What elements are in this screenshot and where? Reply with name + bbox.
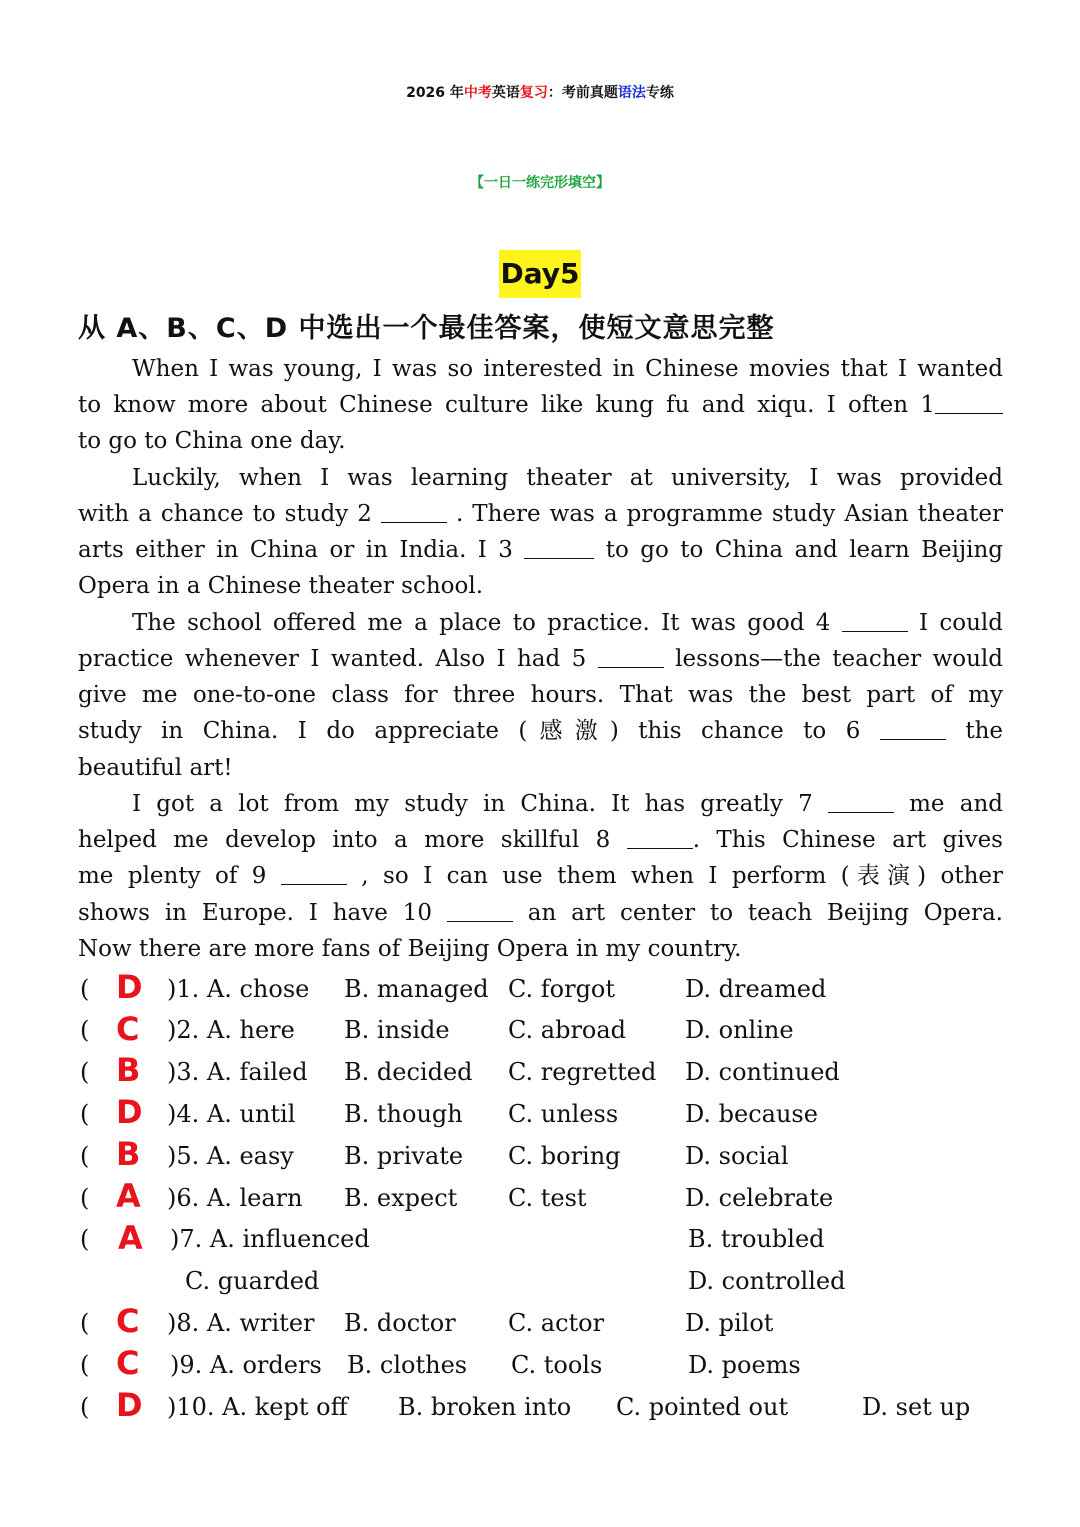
title-grammar: 语法 (617, 85, 646, 101)
option-b: B. doctor (344, 1309, 456, 1337)
passage-line: Now there are more fans of Beijing Opera in my country. (78, 936, 742, 962)
passage-line (78, 858, 1003, 894)
passage-text: study in China. I do appreciate (感激) this chance to 6 (78, 718, 880, 744)
title-review: 复习 (519, 85, 548, 101)
paren-open: ( (80, 1351, 90, 1379)
option-c: C. tools (511, 1351, 603, 1379)
paren-open: ( (80, 1225, 90, 1253)
option-b: B. decided (344, 1058, 473, 1086)
option-a: )10. A. kept off (167, 1393, 348, 1421)
passage-text: arts either in China or in India. I 3 (78, 537, 525, 563)
option-d: D. pilot (685, 1309, 774, 1337)
passage-line: Luckily, when I was learning theater at university, I was provided (132, 465, 1003, 491)
paren-open: ( (80, 1016, 90, 1044)
passage-text: me plenty of 9 (78, 863, 281, 889)
option-a: )4. A. until (167, 1100, 296, 1128)
title-zhongkao: 中考 (463, 85, 492, 101)
title-practice: 专练 (645, 85, 674, 101)
option-a: )3. A. failed (167, 1058, 308, 1086)
passage-text: The school offered me a place to practice. It was good 4 (132, 610, 842, 636)
paren-open: ( (80, 1142, 90, 1170)
option-c: C. regretted (508, 1058, 657, 1086)
option-d: D. online (685, 1016, 794, 1044)
passage-text: . This Chinese art gives (692, 827, 1003, 853)
passage-line (78, 713, 1003, 749)
passage-line (78, 387, 1003, 423)
option-b: B. though (344, 1100, 463, 1128)
option-d: D. controlled (688, 1267, 846, 1295)
answer-5: B (116, 1135, 141, 1173)
passage-line (132, 786, 1003, 822)
answer-6: A (116, 1177, 141, 1215)
answer-3: B (116, 1051, 141, 1089)
passage-text: the (945, 718, 1003, 744)
passage-line: to go to China one day. (78, 428, 346, 454)
option-b: B. troubled (688, 1225, 825, 1253)
passage-text: helped me develop into a more skillful 8 (78, 827, 627, 853)
passage-line (132, 605, 1003, 641)
title-exam: ：考前真题 (547, 85, 618, 101)
option-b: B. broken into (398, 1393, 572, 1421)
passage-text: practice whenever I wanted. Also I had 5 (78, 646, 598, 672)
passage-text: I could (907, 610, 1004, 636)
paren-open: ( (80, 1309, 90, 1337)
option-a: )8. A. writer (167, 1309, 315, 1337)
paren-open: ( (80, 1100, 90, 1128)
answer-8: C (116, 1302, 140, 1340)
passage-text: I got a lot from my study in China. It has greatly 7 (132, 791, 828, 817)
passage-line (78, 895, 1003, 931)
blank-10 (447, 899, 513, 922)
passage-text: to know more about Chinese culture like kung fu and xiqu. I often 1 (78, 392, 935, 418)
page-title (0, 82, 1080, 102)
blank-5 (598, 645, 664, 668)
option-a: )1. A. chose (167, 975, 310, 1003)
blank-9 (281, 862, 347, 885)
option-d: D. set up (862, 1393, 971, 1421)
passage-line: Opera in a Chinese theater school. (78, 573, 484, 599)
passage-text: to go to China and learn Beijing (594, 537, 1003, 563)
blank-2 (381, 500, 447, 523)
blank-1 (935, 391, 1003, 414)
passage-line: give me one-to-one class for three hours. That was the best part of my (78, 682, 1003, 708)
option-c: C. pointed out (616, 1393, 789, 1421)
day-badge: Day5 (499, 250, 581, 298)
passage-text: . There was a programme study Asian theater (446, 501, 1003, 527)
page-subtitle: 【一日一练完形填空】 (470, 175, 610, 191)
title-year: 2026 年 (406, 85, 464, 101)
option-d: D. because (685, 1100, 818, 1128)
passage-line: beautiful art! (78, 755, 233, 781)
option-a: )7. A. influenced (170, 1225, 370, 1253)
answer-2: C (116, 1010, 140, 1048)
option-c: C. unless (508, 1100, 619, 1128)
paren-open: ( (80, 1058, 90, 1086)
answer-7: A (118, 1219, 143, 1257)
paren-open: ( (80, 1393, 90, 1421)
answer-1: D (116, 968, 143, 1006)
blank-3 (524, 536, 594, 559)
instruction: 从 A、B、C、D 中选出一个最佳答案，使短文意思完整 (78, 313, 775, 344)
option-b: B. inside (344, 1016, 450, 1044)
option-c: C. test (508, 1184, 587, 1212)
passage-text: with a chance to study 2 (78, 501, 381, 527)
passage-text: an art center to teach Beijing Opera. (512, 900, 1003, 926)
option-d: D. celebrate (685, 1184, 834, 1212)
option-a: )2. A. here (167, 1016, 295, 1044)
answer-10: D (116, 1386, 143, 1424)
passage-line (78, 822, 1003, 858)
option-a: )6. A. learn (167, 1184, 303, 1212)
blank-6 (880, 717, 946, 740)
answer-4: D (116, 1093, 143, 1131)
passage-text: , so I can use them when I perform (表演) other (346, 863, 1003, 889)
title-english: 英语 (491, 85, 520, 101)
passage-line (78, 532, 1003, 568)
option-c: C. actor (508, 1309, 605, 1337)
passage-line (78, 496, 1003, 532)
passage-text: shows in Europe. I have 10 (78, 900, 447, 926)
passage-line: When I was young, I was so interested in Chinese movies that I wanted (132, 356, 1003, 382)
option-d: D. dreamed (685, 975, 827, 1003)
passage-line (78, 641, 1003, 677)
option-b: B. clothes (347, 1351, 468, 1379)
option-c: C. abroad (508, 1016, 627, 1044)
paren-open: ( (80, 975, 90, 1003)
option-d: D. continued (685, 1058, 840, 1086)
option-c: C. guarded (185, 1267, 320, 1295)
passage-text: lessons—the teacher would (663, 646, 1003, 672)
option-b: B. private (344, 1142, 464, 1170)
passage-text: me and (893, 791, 1003, 817)
blank-7 (828, 790, 894, 813)
option-b: B. expect (344, 1184, 458, 1212)
option-d: D. poems (688, 1351, 801, 1379)
blank-8 (627, 826, 693, 849)
blank-4 (842, 609, 908, 632)
option-a: )5. A. easy (167, 1142, 294, 1170)
answer-9: C (116, 1344, 140, 1382)
option-a: )9. A. orders (170, 1351, 322, 1379)
paren-open: ( (80, 1184, 90, 1212)
option-b: B. managed (344, 975, 489, 1003)
option-d: D. social (685, 1142, 789, 1170)
option-c: C. forgot (508, 975, 616, 1003)
option-c: C. boring (508, 1142, 621, 1170)
